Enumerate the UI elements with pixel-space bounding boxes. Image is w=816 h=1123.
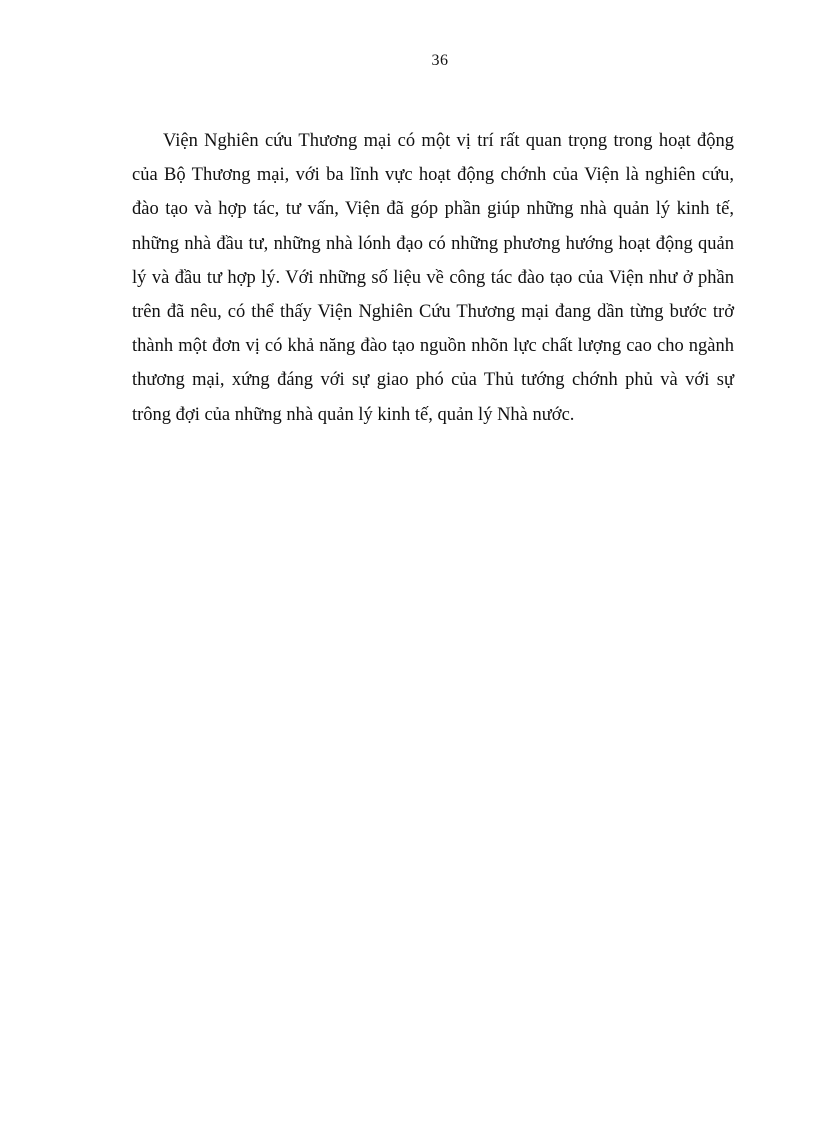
paragraph-line: trông đợi của những nhà quản lý kinh tế, quản lý Nhà nước. [132, 404, 575, 425]
paragraph-line: trên đã nêu, có thể thấy Viện Nghiên Cứu Thương mại đang dần từng bước trở [132, 301, 734, 322]
body-paragraph [132, 124, 734, 432]
paragraph-line: của Bộ Thương mại, với ba lĩnh vực hoạt động chớnh của Viện là nghiên cứu, [132, 165, 734, 186]
paragraph-line: những nhà đầu tư, những nhà lónh đạo có những phương hướng hoạt động quản [132, 233, 734, 254]
paragraph-line: thương mại, xứng đáng với sự giao phó của Thủ tướng chớnh phủ và với sự [132, 370, 734, 391]
paragraph-line: lý và đầu tư hợp lý. Với những số liệu về công tác đào tạo của Viện như ở phần [132, 267, 734, 288]
paragraph-line: đào tạo và hợp tác, tư vấn, Viện đã góp phần giúp những nhà quản lý kinh tế, [132, 199, 734, 220]
paragraph-line: thành một đơn vị có khả năng đào tạo nguồn nhõn lực chất lượng cao cho ngành [132, 336, 734, 357]
paragraph-line: Viện Nghiên cứu Thương mại có một vị trí rất quan trọng trong hoạt động [163, 131, 734, 151]
page-number: 36 [431, 52, 449, 69]
